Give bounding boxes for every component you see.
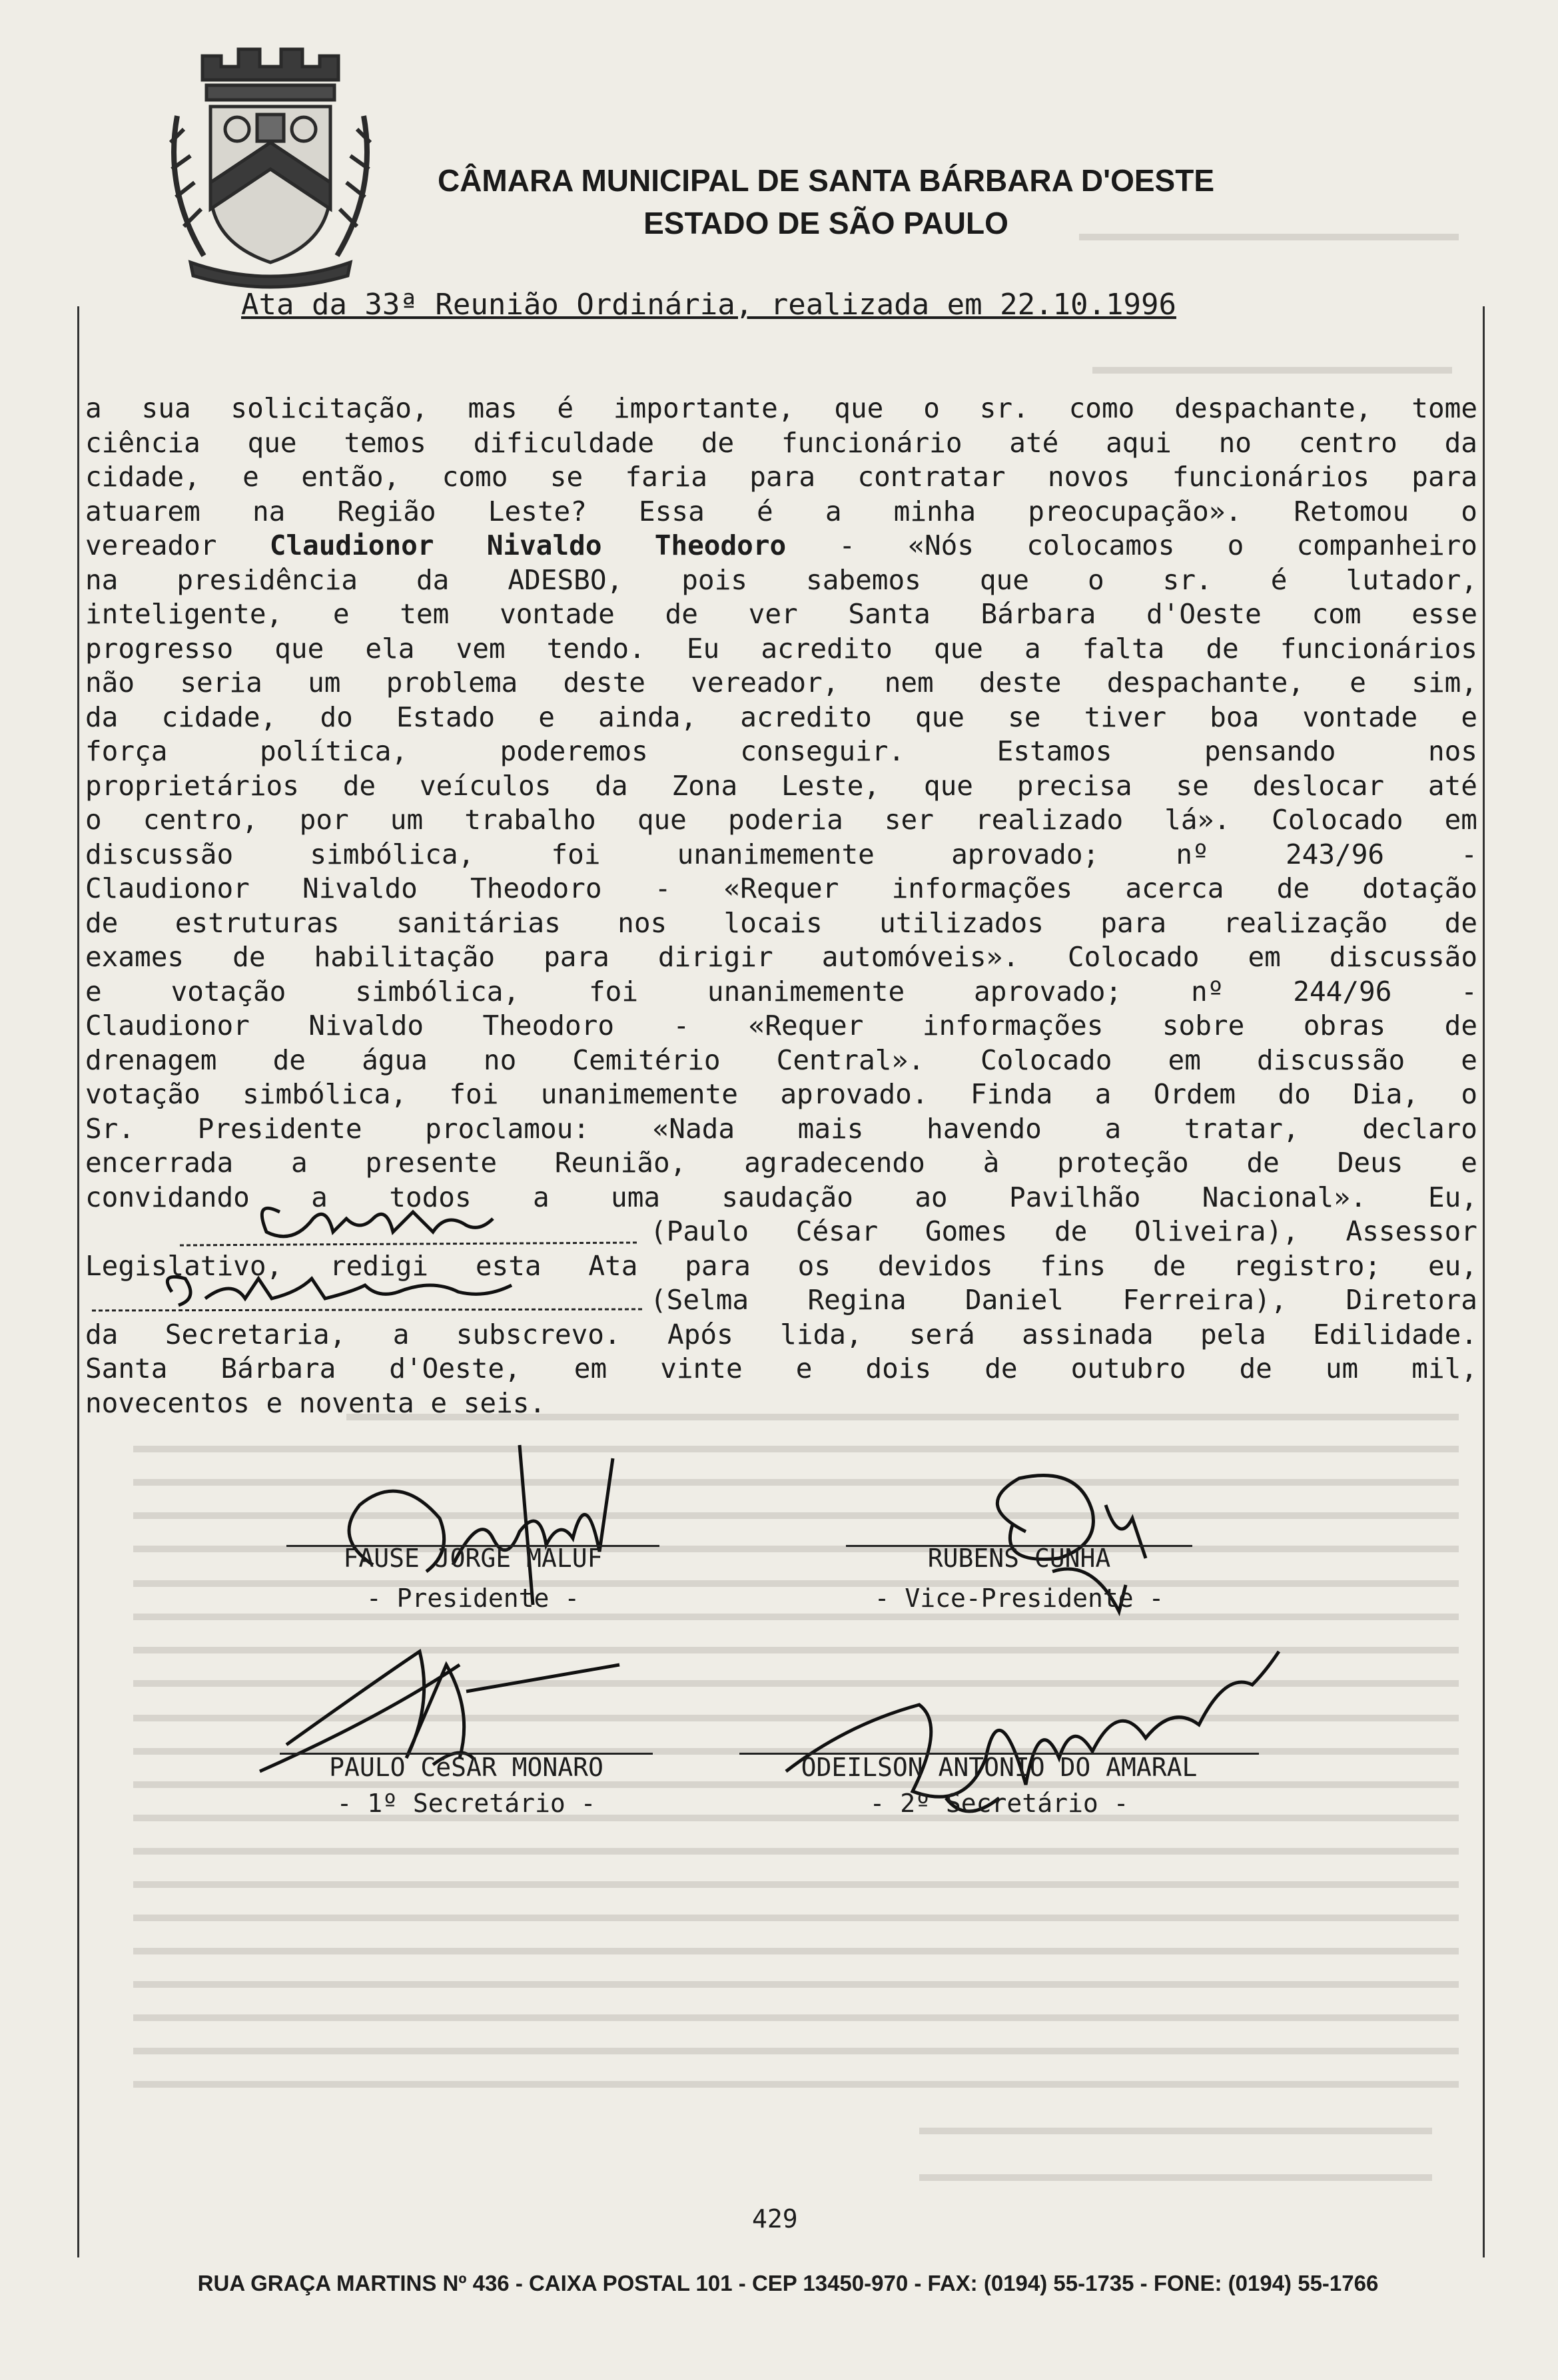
body-line: Sr. Presidente proclamou: «Nada mais havendo a tratar, declaro [85,1112,1477,1145]
left-margin-rule [77,306,79,2257]
body-line: votação simbólica, foi unanimemente aprovado. Finda a Ordem do Dia, o [85,1078,1477,1110]
signatory-name-second-secretary: ODEILSON ANTONIO DO AMARAL [801,1753,1198,1782]
body-line: drenagem de água no Cemitério Central». Colocado em discussão e [85,1043,1477,1076]
signatory-role-second-secretary: - 2º Secretário - [869,1789,1129,1818]
signatory-role-first-secretary: - 1º Secretário - [336,1789,596,1818]
signatory-name-president: FAUSE JORGE MALUF [343,1544,603,1573]
body-line: inteligente, e tem vontade de ver Santa Bárbara d'Oeste com esse [85,598,1477,630]
body-line: (Selma Regina Daniel Ferreira), Diretora [650,1284,1477,1316]
body-line: na presidência da ADESBO, pois sabemos que o sr. é lutador, [85,563,1477,596]
state-name: ESTADO DE SÃO PAULO [643,206,1008,240]
body-line: da Secretaria, a subscrevo. Após lida, será assinada pela Edilidade. [85,1318,1477,1350]
signatory-role-vice-president: - Vice-Presidente - [874,1584,1164,1613]
body-line: proprietários de veículos da Zona Leste, que precisa se deslocar até [85,769,1477,802]
body-line: cidade, e então, como se faria para contratar novos funcionários para [85,461,1477,493]
body-line: de estruturas sanitárias nos locais utilizados para realização de [85,906,1477,939]
body-line: não seria um problema deste vereador, nem deste despachante, e sim, [85,667,1477,699]
body-text-span: vereador [85,529,217,561]
body-line: da cidade, do Estado e ainda, acredito que se tiver boa vontade e [85,701,1477,733]
body-line: Santa Bárbara d'Oeste, em vinte e dois de outubro de um mil, [85,1352,1477,1384]
signatory-role-president: - Presidente - [366,1584,580,1613]
body-line: força política, poderemos conseguir. Estamos pensando nos [85,735,1477,767]
institution-name: CÂMARA MUNICIPAL DE SANTA BÁRBARA D'OESTE [437,163,1215,198]
body-line: Legislativo, redigi esta Ata para os devidos fins de registro; eu, [85,1249,1477,1282]
body-line: encerrada a presente Reunião, agradecendo à proteção de Deus e [85,1147,1477,1179]
councilor-name-bold: Claudionor Nivaldo Theodoro [269,529,787,561]
body-line: ciência que temos dificuldade de funcionário até aqui no centro da [85,426,1477,459]
body-line: a sua solicitação, mas é importante, que o sr. como despachante, tome [85,392,1477,424]
body-line: o centro, por um trabalho que poderia ser realizado lá». Colocado em [85,804,1477,836]
body-line: discussão simbólica, foi unanimemente aprovado; nº 243/96 - [85,838,1477,870]
page-number: 429 [752,2204,798,2233]
body-line: progresso que ela vem tendo. Eu acredito que a falta de funcionários [85,632,1477,665]
body-line: novecentos e noventa e seis. [85,1386,546,1419]
body-line: Claudionor Nivaldo Theodoro - «Requer informações acerca de dotação [85,872,1477,904]
footer-address: RUA GRAÇA MARTINS Nº 436 - CAIXA POSTAL 101 - CEP 13450-970 - FAX: (0194) 55-1735 - FONE: (0194) 55-1766 [197,2271,1379,2295]
signatory-name-first-secretary: PAULO CéSAR MONARO [329,1753,603,1782]
body-text-span: - «Nós colocamos o companheiro [839,529,1477,561]
right-margin-rule [1483,306,1485,2257]
municipal-coat-of-arms [164,43,377,290]
body-line: Claudionor Nivaldo Theodoro - «Requer informações sobre obras de [85,1010,1477,1041]
body-line: (Paulo César Gomes de Oliveira), Assessor [650,1215,1477,1247]
body-line: atuarem na Região Leste? Essa é a minha preocupação». Retomou o [85,495,1477,527]
minutes-title: Ata da 33ª Reunião Ordinária, realizada em 22.10.1996 [241,288,1176,322]
body-line: convidando a todos a uma saudação ao Pavilhão Nacional». Eu, [85,1181,1477,1213]
body-line: e votação simbólica, foi unanimemente aprovado; nº 244/96 - [85,975,1477,1008]
body-line: exames de habilitação para dirigir automóveis». Colocado em discussão [85,941,1477,973]
minutes-body [85,392,1477,1420]
body-line [85,529,1477,563]
signatory-name-vice-president: RUBENS CUNHA [927,1544,1111,1573]
